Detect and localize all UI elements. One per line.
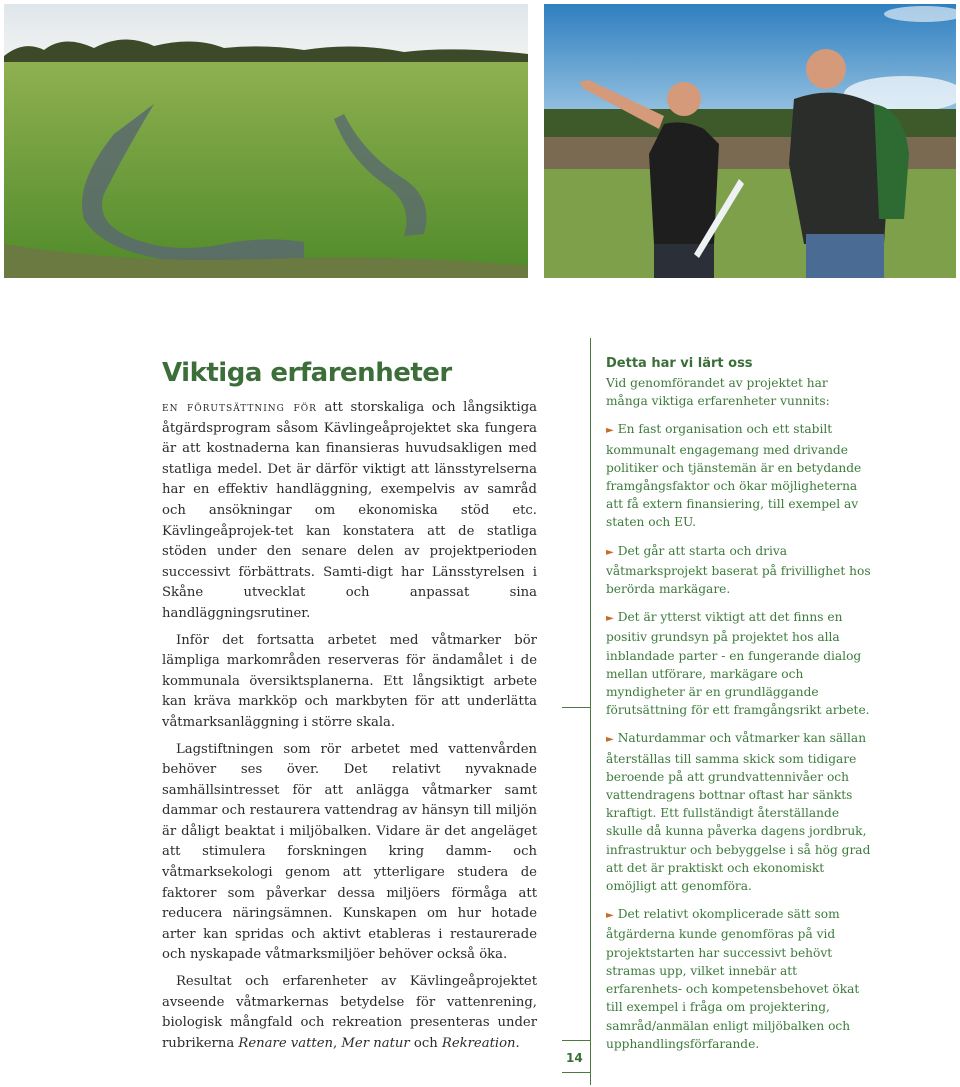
sidebar-item-text: En fast organisation och ett stabilt kommunalt engagemang med drivande politiker och tjänstemän är en betydande framgångsfaktor och ökar möjligheterna att få extern finansiering, till exempel av staten och EU. [606,422,862,530]
sidebar-box [606,356,872,1063]
sidebar-title: Detta har vi lärt oss [606,356,753,371]
paragraph-2: Inför det fortsatta arbetet med våtmarker bör lämpliga markområden reserveras för ändamålet i de kommunala översiktsplanerna. Ett långsiktigt arbete kan kräva markköp och markbyten för att underlätta våtmarksanläggning i större skala. [162,632,537,730]
sidebar-intro: Vid genomförandet av projektet har många viktiga erfarenheter vunnits: [606,376,830,409]
sidebar-item-text: Naturdammar och våtmarker kan sällan återställas till samma skick som tidigare beroende på att grundvattennivåer och vattendragens bottnar oftast har sänkts kraftigt. Ett fullständigt återställande skulle då kunna påverka dagens jordbruk, infrastruktur och bebyggelse i så hög grad att det är praktiskt och ekonomiskt omöjligt att genomföra. [606,731,871,894]
sidebar-item-text: Det relativt okomplicerade sätt som åtgärderna kunde genomföras på vid projektstarten har successivt behövt stramas upp, vilket innebär att erfarenhets- och kompetensbehovet ökat till exempel i fråga om projektering, samråd/anmälan enligt miljöbalken och upphandlingsförfarande. [606,907,860,1051]
wetland-photo [4,4,528,278]
triangle-bullet-icon: ► [606,910,614,922]
paragraph-3: Lagstiftningen som rör arbetet med vattenvården behöver ses över. Det relativt nyvaknade samhällsintresset för att anlägga våtmarker samt dammar och restaurera vattendrag av hänsyn till miljön är dåligt beaktat i miljöbalken. Vidare är det angeläget att stimulera forskningen kring damm- och våtmarksekologi genom att ytterligare studera de faktorer som påverkar dessa miljöers förmåga att reducera näringsämnen. Kunskapen om hur hotade arter kan spridas och aktivt etableras i restaurerade och nyskapade våtmarksmiljöer behöver också öka. [162,741,537,963]
sidebar-item [606,542,872,599]
rubric-rekreation: Rekreation [441,1035,516,1051]
separator: , [333,1035,342,1051]
sidebar-item [606,608,872,719]
two-men-field-photo [544,4,956,278]
article-title: Viktiga erfarenheter [162,358,452,388]
main-article [162,358,537,1060]
page-number: 14 [566,1051,583,1065]
paragraph-1-text: att storskaliga och långsiktiga åtgärdsprogram såsom Kävlingeåprojektet ska fungera är att kostnaderna kan finansieras huvudsakligen med statliga medel. Det är därför viktigt att länsstyrelserna har en effektiv handläggning, exempelvis av samråd och ansökningar om ekonomiska stöd etc. Kävlingeåprojek-tet kan konstatera att de statliga stöden under den senare delen av projektperioden successivt förbättrats. Samti-digt har Länsstyrelsen i Skåne utvecklat och anpassat sina handläggningsrutiner. [162,400,537,621]
period: . [515,1035,520,1051]
triangle-bullet-icon: ► [606,546,614,558]
paragraph-4-text: Resultat och erfarenheter av Kävlingeåprojektet avseende våtmarkernas betydelse för vattenrening, biologisk mångfald och rekreation presenteras under rubrikerna [162,974,537,1051]
rule-tick [562,707,591,708]
rubric-renare-vatten: Renare vatten [238,1035,334,1051]
rule-tick [562,1040,591,1041]
triangle-bullet-icon: ► [606,425,614,437]
sidebar-item [606,905,872,1053]
sidebar-item-text: Det är ytterst viktigt att det finns en positiv grundsyn på projektet hos alla inblandade parter - en fungerande dialog mellan utförare, markägare och myndigheter är en grundläggande förutsättning för ett framgångsrikt arbete. [606,610,870,718]
triangle-bullet-icon: ► [606,734,614,746]
lead-in: en förutsättning för [162,400,317,415]
separator: och [409,1035,442,1051]
sidebar-item [606,420,872,531]
paragraph-1 [162,398,537,625]
sidebar-item [606,729,872,895]
vertical-rule [590,338,591,1085]
paragraph-4 [162,972,537,1054]
triangle-bullet-icon: ► [606,613,614,625]
sidebar-item-text: Det går att starta och driva våtmarksprojekt baserat på frivillighet hos berörda markägare. [606,543,871,597]
rubric-mer-natur: Mer natur [341,1035,410,1051]
rule-tick [562,1072,591,1073]
